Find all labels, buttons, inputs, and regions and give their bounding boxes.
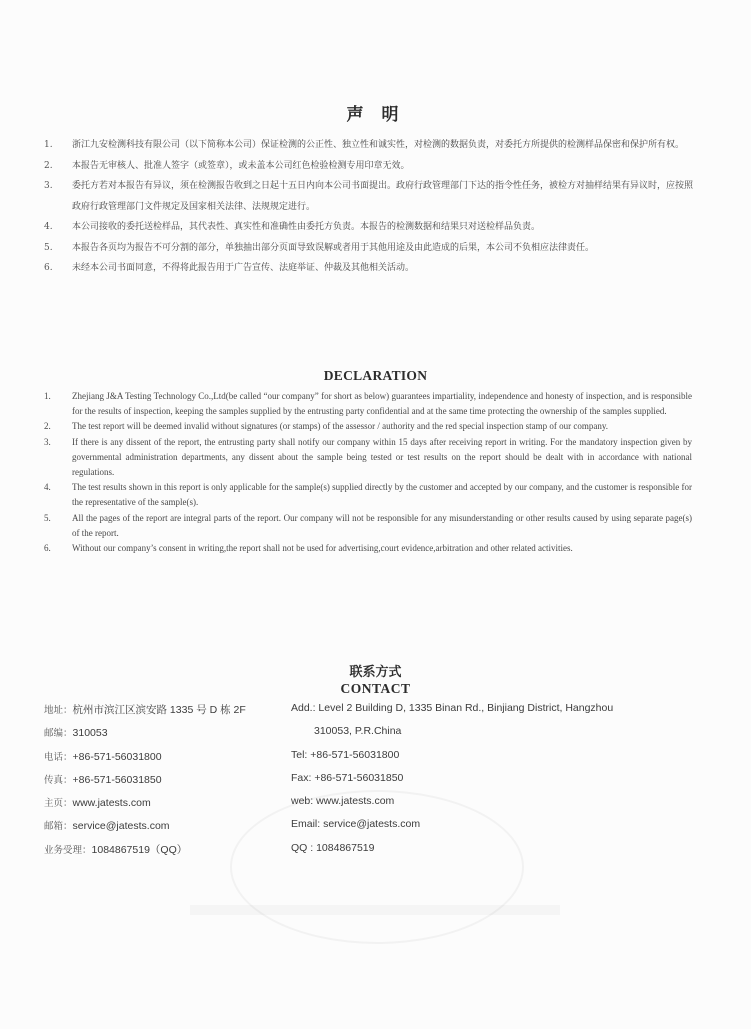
contact-row-phone: 电话：+86-571-56031800 Tel: +86-571-56031800 (44, 748, 400, 763)
contact-info (44, 702, 704, 865)
list-item: 6. 未经本公司书面同意，不得将此报告用于广告宣传、法庭举证、仲裁及其他相关活动。 (44, 263, 415, 273)
list-item: 3. 委托方若对本报告有异议，须在检测报告收到之日起十五日内向本公司书面提出。政府行政管理部门下达的指令性任务，被检方对抽样结果有异议时，应按照政府行政管理部门文件规定及国家相关法律、法规规定进行。 (44, 181, 694, 212)
declaration-list-cn (44, 135, 694, 279)
list-item: 5. 本报告各页均为报告不可分割的部分，单独抽出部分页面导致误解或者用于其他用途及由此造成的后果，本公司不负相应法律责任。 (44, 242, 595, 253)
list-item: 1. Zhejiang J&A Testing Technology Co.,Ltd(be called “our company” for short as below) guarantees impartiality, independence and honesty of inspection, and is responsible for the results of inspection, keeping the samples supplied by the entrusting party confidential and at the same time protecting the ownership of the samples supplied. (44, 391, 692, 417)
list-item: 5. All the pages of the report are integral parts of the report. Our company will not be responsible for any misunderstanding or other results caused by using separate page(s) of the report. (44, 512, 692, 538)
list-item: 1. 浙江九安检测科技有限公司（以下简称本公司）保证检测的公正性、独立性和诚实性，对检测的数据负责，对委托方所提供的检测样品保密和保护所有权。 (44, 140, 685, 150)
contact-row-email: 邮箱：service@jatests.com Email: service@jatests.com (44, 818, 421, 833)
list-item: 4. The test results shown in this report is only applicable for the sample(s) supplied directly by the customer and accepted by our company, and the customer is responsible for the representative of the sample(s). (44, 482, 692, 508)
contact-row-address: 地址：杭州市滨江区滨安路 1335 号 D 栋 2F Add.: Level 2 Building D, 1335 Binan Rd., Binjiang District, Hangzhou (44, 702, 614, 716)
contact-row-website: 主页：www.jatests.com web: www.jatests.com (44, 795, 395, 810)
contact-row-fax: 传真：+86-571-56031850 Fax: +86-571-56031850 (44, 771, 404, 786)
list-item: 6. Without our company’s consent in writing,the report shall not be used for advertising,court evidence,arbitration and other related activities. (44, 543, 573, 554)
contact-title-en: CONTACT (340, 681, 411, 696)
list-item: 4. 本公司接收的委托送检样品，其代表性、真实性和准确性由委托方负责。本报告的检测数据和结果只对送检样品负责。 (44, 222, 541, 232)
faint-watermark-line (190, 905, 560, 915)
contact-row-postcode: 邮编：310053 310053, P.R.China (44, 725, 402, 740)
contact-title-cn: 联系方式 (349, 665, 402, 680)
list-item: 2. The test report will be deemed invalid without signatures (or stamps) of the assessor / authority and the red special inspection stamp of our company. (44, 421, 609, 432)
contact-row-qq: 业务受理：1084867519（QQ） QQ : 1084867519 (44, 841, 375, 856)
declaration-title-en: DECLARATION (323, 368, 428, 383)
list-item: 3. If there is any dissent of the report, the entrusting party shall notify our company within 15 days after receiving report in writing. For the mandatory inspection given by governmental administration departments, any dissent about the sample being tested or test results on the report should be dealt with in accordance with national regulations. (44, 436, 692, 478)
declaration-title-cn: 声 明 (346, 105, 405, 125)
declaration-list-en (44, 389, 692, 556)
list-item: 2. 本报告无审核人、批准人签字（或签章），或未盖本公司红色检验检测专用印章无效。 (44, 160, 410, 171)
